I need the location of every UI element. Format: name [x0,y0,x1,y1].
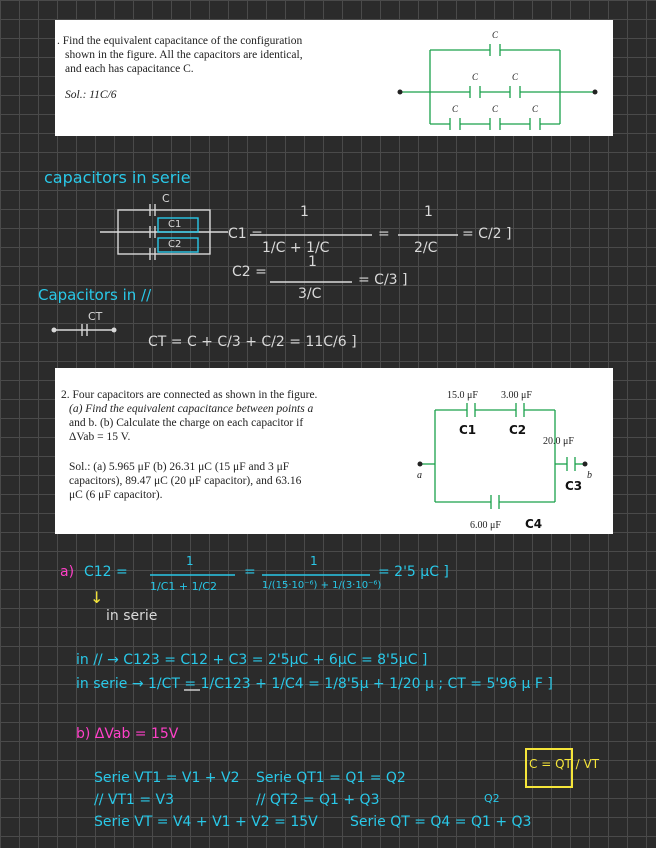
in-serie-note: in serie [106,608,158,624]
rule-v-1: Serie VT1 = V1 + V2 [94,770,240,786]
cap-label-bot-1: C [452,104,459,114]
c12-lhs: C12 = [84,564,128,580]
equation-c1-numerator: 1 [300,204,309,220]
problem-1-circuit-diagram [55,20,613,136]
heading-series: capacitors in serie [44,168,191,187]
equation-c1-lhs: C1 = [228,226,263,242]
part-a-label: a) [60,564,75,580]
problem-2-line-4: ΔVab = 15 V. [69,431,131,443]
equation-c2-lhs: C2 = [232,264,267,280]
heading-parallel: Capacitors in // [38,286,152,304]
problem-1-card [55,20,613,136]
cap-label-mid-1: C [472,72,479,82]
c12-numerator-2: 1 [310,554,318,568]
hand-label-c4: C4 [525,517,543,531]
problem-2-line-3: and b. (b) Calculate the charge on each capacitor if [69,417,304,429]
equation-c1-denominator: 1/C + 1/C [262,240,330,256]
hand-label-c1: C1 [459,423,477,437]
equation-c2-result: = C/3 ] [358,272,408,288]
equation-c1-result: = C/2 ] [462,226,512,242]
equation-c1-denominator-2: 2/C [414,240,438,256]
c12-denominators: 1/C1 + 1/C2 [150,580,217,593]
problem-2-line-1: 2. Four capacitors are connected as shown in the figure. [61,389,318,401]
problem-2-solution-3: μC (6 μF capacitor). [69,489,163,501]
c12-equals: = [244,564,256,580]
cap-label-mid-2: C [512,72,519,82]
cap-label-20uf: 20.0 μF [543,436,574,447]
node-a-label: a [417,470,422,481]
cap-label-6uf: 6.00 μF [470,520,501,531]
rule-q-2: // QT2 = Q1 + Q3 [256,792,380,808]
rule-v-3: Serie VT = V4 + V1 + V2 = 15V [94,814,318,830]
equation-ct: CT = C + C/3 + C/2 = 11C/6 ] [148,334,357,350]
problem-2-solution-2: capacitors), 89.47 μC (20 μF capacitor), and 63.16 [69,475,302,487]
c12-numerator: 1 [186,554,194,568]
rule-q-3: Serie QT = Q4 = Q1 + Q3 [350,814,532,830]
rule-q-1: Serie QT1 = Q1 = Q2 [256,770,406,786]
parallel-calc-line: in // → C123 = C12 + C3 = 2'5μC + 6μC = 8'5μC ] [76,652,428,668]
problem-2-circuit-diagram [55,368,613,534]
c12-result: = 2'5 μC ] [378,564,449,580]
c1-label-sketch: C1 [168,219,182,230]
node-b-label: b [587,470,592,481]
arrow-down-icon: ↓ [90,588,104,607]
equation-c1-equals: = [378,226,390,242]
cap-label-bot-3: C [532,104,539,114]
cap-label-bot-2: C [492,104,499,114]
problem-2-solution-1: Sol.: (a) 5.965 μF (b) 26.31 μC (15 μF and 3 μF [69,461,290,473]
hand-label-c3: C3 [565,479,583,493]
equation-c2-numerator: 1 [308,254,317,270]
problem-1-solution: Sol.: 11C/6 [65,89,117,101]
hand-label-c2: C2 [509,423,527,437]
cap-label-15uf: 15.0 μF [447,390,478,401]
part-b-line: b) ΔVab = 15V [76,726,179,742]
problem-2-line-2: (a) Find the equivalent capacitance between points a [69,403,314,415]
equation-c2-denominator: 3/C [298,286,322,302]
problem-1-line-3: and each has capacitance C. [65,63,194,75]
cap-label-3uf: 3.00 μF [501,390,532,401]
serie-calc-line: in serie → 1/CT = 1/C123 + 1/C4 = 1/8'5μ + 1/20 μ ; CT = 5'96 μ F ] [76,676,553,692]
boxed-formula: C = QT / VT [529,757,600,771]
rule-v-2: // VT1 = V3 [94,792,175,808]
c2-label-sketch: C2 [168,239,182,250]
problem-1-line-1: . Find the equivalent capacitance of the configuration [57,35,303,47]
q2-note: Q2 [484,792,500,805]
c12-values: 1/(15·10⁻⁶) + 1/(3·10⁻⁶) [262,580,382,591]
equation-c1-numerator-2: 1 [424,204,433,220]
problem-2-card [55,368,613,534]
c-label-sketch: C [162,192,170,205]
ct-label-sketch: CT [88,310,103,323]
problem-1-line-2: shown in the figure. All the capacitors are identical, [65,49,303,61]
cap-label-top: C [492,30,499,40]
